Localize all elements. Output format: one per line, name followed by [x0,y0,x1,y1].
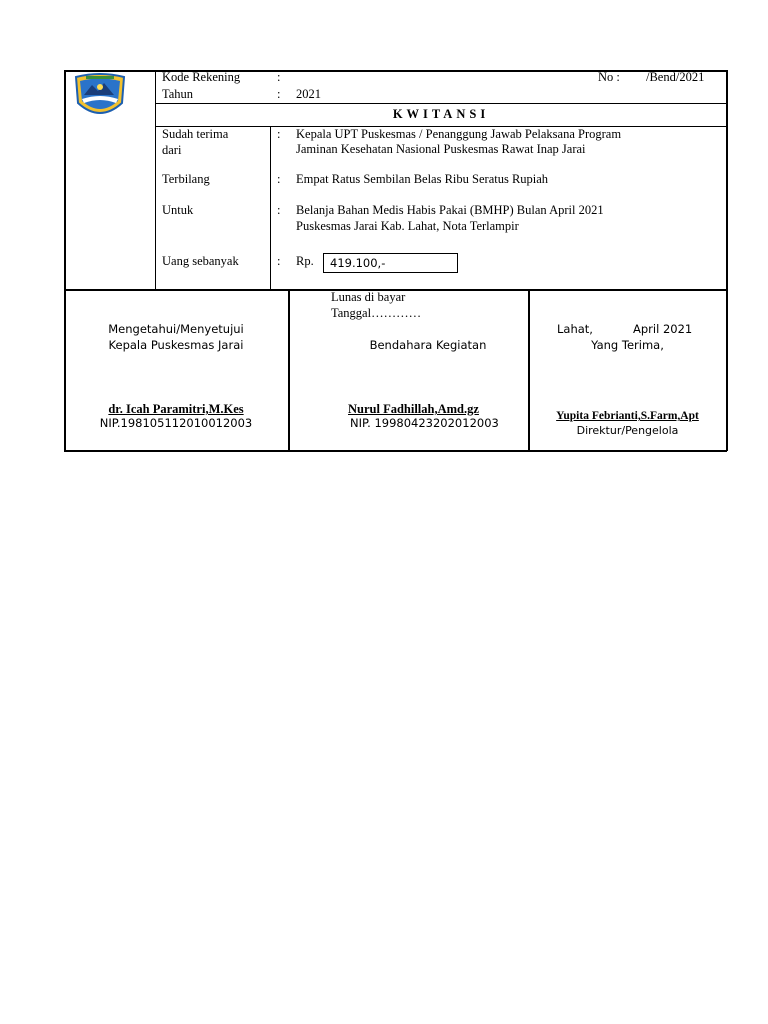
left-signer-name: dr. Icah Paramitri,M.Kes [108,402,244,416]
untuk-value-1: Belanja Bahan Medis Habis Pakai (BMHP) Bulan April 2021 [296,203,604,217]
right-date: April 2021 [633,322,693,336]
no-label: No : [598,70,620,84]
tahun-value: 2021 [296,87,321,101]
regency-logo [74,73,126,121]
right-signer-title: Direktur/Pengelola [576,424,679,437]
frame-left-border [64,70,66,451]
right-place: Lahat, [557,322,593,336]
kode-rekening-label: Kode Rekening [162,70,241,84]
sudah-terima-label-1: Sudah terima [162,127,229,141]
sudah-terima-colon: : [277,127,281,141]
middle-role: Bendahara Kegiatan [369,338,487,352]
frame-right-border [726,70,728,451]
left-approval-line: Mengetahui/Menyetujui [108,322,244,336]
right-signer-name: Yupita Febrianti,S.Farm,Apt [556,410,699,422]
terbilang-label: Terbilang [162,172,210,186]
no-value: /Bend/2021 [646,70,705,84]
kode-rekening-colon: : [277,70,281,84]
left-role-line: Kepala Puskesmas Jarai [108,338,244,352]
uang-amount: 419.100,- [330,256,386,270]
right-role: Yang Terima, [591,338,664,352]
middle-signer-name: Nurul Fadhillah,Amd.gz [348,402,479,416]
lunas-text: Lunas di bayar [331,290,406,304]
document-title: KWITANSI [392,107,490,121]
tahun-colon: : [277,87,281,101]
terbilang-colon: : [277,172,281,186]
middle-signer-nip: NIP. 19980423202012003 [350,416,499,430]
sudah-terima-label-2: dari [162,143,182,157]
sudah-terima-value-1: Kepala UPT Puskesmas / Penanggung Jawab Pelaksana Program [296,127,622,141]
frame-bottom-border [64,450,727,452]
header-divider [155,103,727,104]
uang-colon: : [277,254,281,268]
untuk-value-2: Puskesmas Jarai Kab. Lahat, Nota Terlampir [296,219,519,233]
left-signer-nip: NIP.198105112010012003 [99,416,253,430]
regency-emblem-icon [74,73,126,121]
untuk-label: Untuk [162,203,194,217]
sudah-terima-value-2: Jaminan Kesehatan Nasional Puskesmas Rawat Inap Jarai [296,142,586,156]
tahun-label: Tahun [162,87,194,101]
terbilang-value: Empat Ratus Sembilan Belas Ribu Seratus Rupiah [296,172,549,186]
uang-label: Uang sebanyak [162,254,239,268]
untuk-colon: : [277,203,281,217]
tanggal-text: Tanggal………… [331,306,422,320]
uang-currency: Rp. [296,254,314,268]
label-column-divider [270,126,271,290]
signature-divider-1 [288,289,290,451]
